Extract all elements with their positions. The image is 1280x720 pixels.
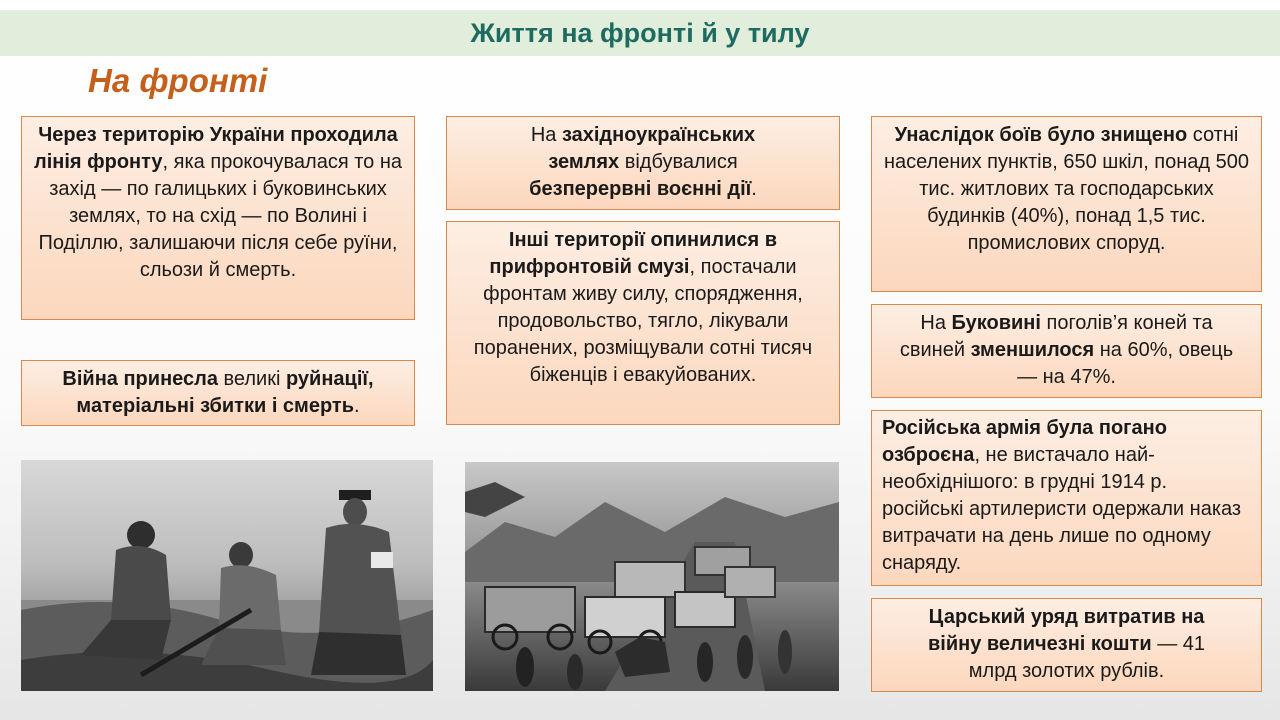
text-box-frontline-zone: [446, 221, 840, 425]
bold-text: Через територію України проходила лінія фронту: [33, 124, 398, 173]
bold-text: Інші території опинилися в прифронтовій смузі: [489, 229, 778, 278]
text-box-western-lands: [446, 116, 840, 210]
section-heading: На фронті: [88, 62, 268, 99]
body-text: , постачали фронтам живу силу, спорядження, продовольство, тягло, лікували поранених, розміщували сотні тисяч біженців і евакуйованих.: [473, 256, 813, 386]
body-text: .: [751, 178, 757, 200]
body-text: На: [920, 312, 952, 334]
body-text: , не вистачало най-необхіднішого: в грудні 1914 р. російські артилеристи одержали наказ витрачати на день лише по одному снаряду.: [882, 444, 1242, 574]
bold-text: зменшилося: [970, 339, 1095, 361]
body-text: На: [530, 124, 562, 146]
bold-text: руйнації, матеріальні збитки і смерть: [76, 368, 374, 417]
bold-text: Буковині: [951, 312, 1041, 334]
body-text: сотні населених пунктів, 650 шкіл, понад 500 тис. житлових та господарських будинків (40%), понад 1,5 тис. промислових споруд.: [883, 124, 1250, 254]
slide-title: Життя на фронті й у тилу: [470, 17, 810, 48]
bold-text: безперервні воєнні дії: [529, 178, 752, 200]
body-text: відбувалися: [619, 151, 738, 173]
text-box-tsar-government: [871, 598, 1262, 692]
bold-text: Російська армія була погано озброєна: [882, 417, 1167, 466]
bold-text: Царський уряд витратив на війну величезні кошти: [927, 606, 1205, 655]
soldiers-photo: [21, 460, 433, 691]
text-box-war-ruin: [21, 360, 415, 426]
body-text: поголів’я коней та свиней: [899, 312, 1213, 361]
body-text: , яка прокочувалася то на захід — по галицьких і буковинських землях, то на схід — по Волині і Поділлю, залишаючи після себе руїни, сльози й смерть.: [38, 151, 402, 281]
soldiers-photo-image: [21, 460, 433, 691]
body-text: великі: [223, 368, 286, 390]
title-bar: [0, 10, 1280, 56]
bold-text: західноукраїнських землях: [548, 124, 756, 173]
text-box-front-line: [21, 116, 415, 320]
body-text: — 41 млрд золотих рублів.: [968, 633, 1205, 682]
body-text: .: [354, 395, 360, 417]
text-box-bukovyna: [871, 304, 1262, 398]
body-text: на 60%, овець — на 47%.: [1017, 339, 1234, 388]
bold-text: Унаслідок боїв було знищено: [894, 124, 1188, 146]
text-box-destroyed: [871, 116, 1262, 292]
convoy-photo: [465, 462, 839, 691]
convoy-photo-image: [465, 462, 839, 691]
bold-text: Війна принесла: [62, 368, 224, 390]
text-box-russian-army: [871, 410, 1262, 586]
